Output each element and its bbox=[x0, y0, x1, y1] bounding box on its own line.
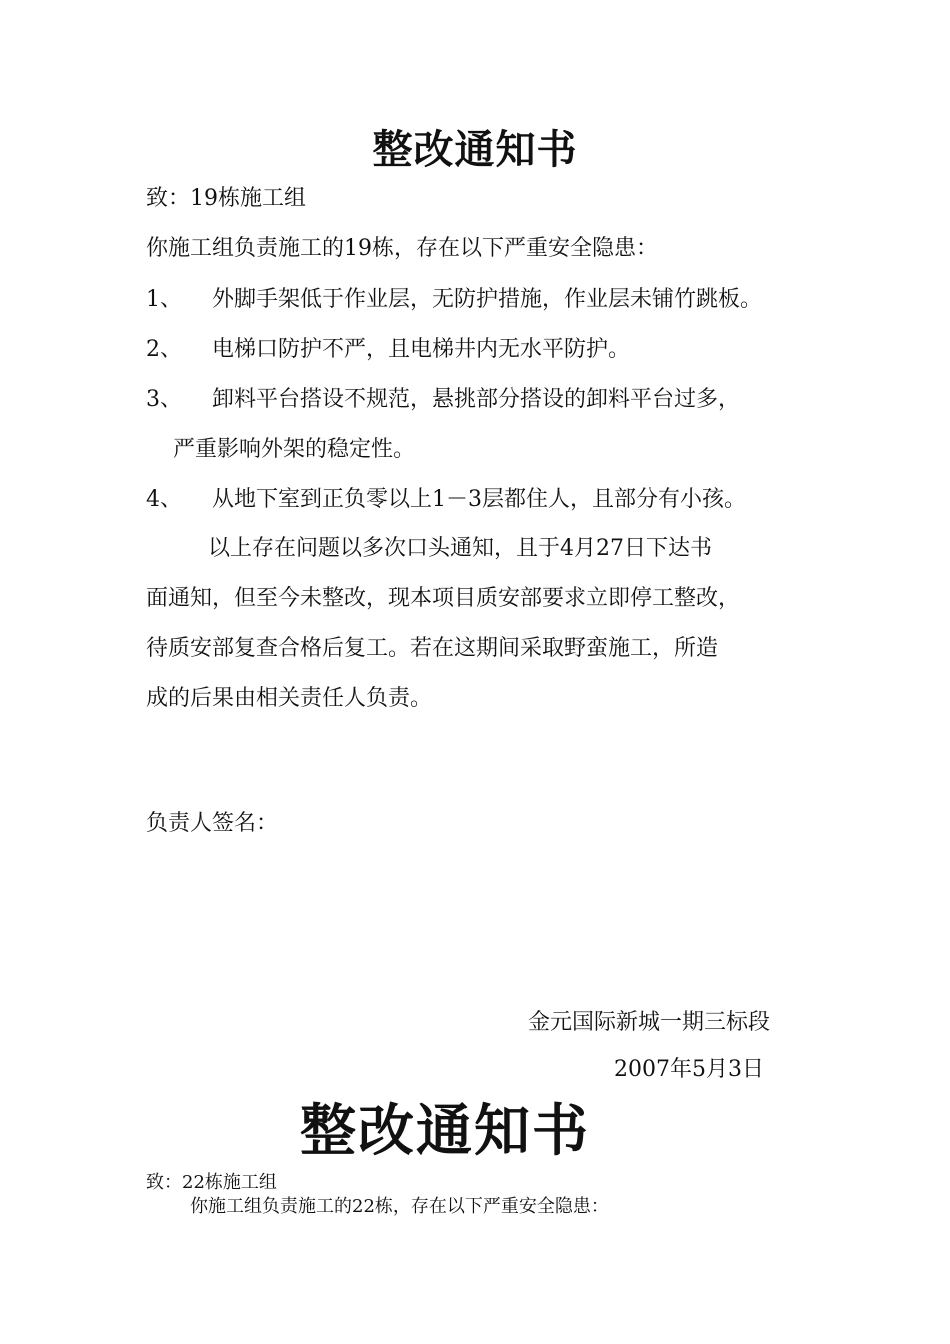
item-number: 1、 bbox=[146, 287, 182, 312]
notice1-paragraph-line-2: 面通知，但至今未整改，现本项目质安部要求立即停工整改， bbox=[146, 586, 741, 611]
notice1-item-2 bbox=[146, 336, 630, 364]
notice1-intro: 你施工组负责施工的19栋，存在以下严重安全隐患： bbox=[146, 236, 658, 261]
notice1-paragraph-line-1: 以上存在问题以多次口头通知，且于4月27日下达书 bbox=[208, 536, 712, 561]
notice2-intro: 你施工组负责施工的22栋，存在以下严重安全隐患： bbox=[190, 1196, 609, 1217]
notice1-item-3 bbox=[146, 386, 740, 414]
notice1-signature-label: 负责人签名： bbox=[146, 811, 279, 836]
notice1-paragraph-line-4: 成的后果由相关责任人负责。 bbox=[146, 686, 433, 711]
notice2-recipient: 致：22栋施工组 bbox=[146, 1172, 277, 1193]
notice1-item-4 bbox=[146, 486, 746, 514]
notice1-title: 整改通知书 bbox=[372, 126, 578, 173]
notice1-organization: 金元国际新城一期三标段 bbox=[528, 1010, 771, 1035]
notice2-title: 整改通知书 bbox=[300, 1098, 590, 1164]
notice1-item-3-continuation: 严重影响外架的稳定性。 bbox=[173, 437, 416, 462]
item-text: 外脚手架低于作业层，无防护措施，作业层未铺竹跳板。 bbox=[212, 287, 763, 312]
notice1-date: 2007年5月3日 bbox=[614, 1057, 764, 1082]
item-text: 从地下室到正负零以上1－3层都住人，且部分有小孩。 bbox=[212, 487, 746, 512]
item-number: 3、 bbox=[146, 387, 182, 412]
item-number: 2、 bbox=[146, 337, 182, 362]
item-text: 电梯口防护不严，且电梯井内无水平防护。 bbox=[212, 337, 631, 362]
notice1-paragraph-line-3: 待质安部复查合格后复工。若在这期间采取野蛮施工，所造 bbox=[146, 636, 719, 661]
item-number: 4、 bbox=[146, 487, 182, 512]
item-text: 卸料平台搭设不规范，悬挑部分搭设的卸料平台过多， bbox=[212, 387, 741, 412]
notice1-recipient: 致：19栋施工组 bbox=[146, 186, 306, 211]
notice1-item-1 bbox=[146, 286, 762, 314]
